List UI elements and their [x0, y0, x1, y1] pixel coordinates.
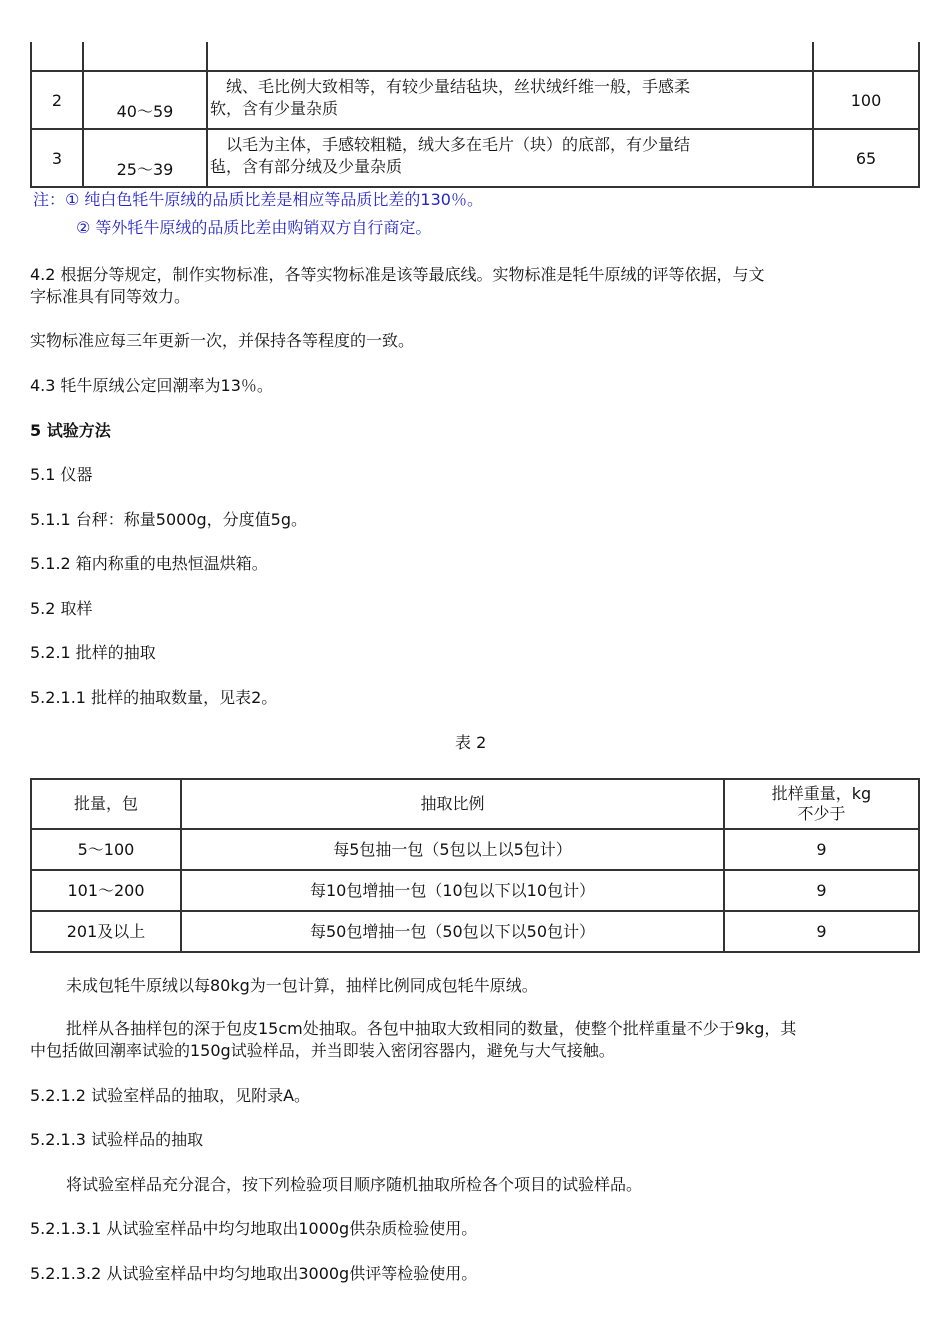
clause-5-2: 5.2 取样 [30, 599, 93, 618]
ratio-cell: 65 [855, 148, 877, 168]
score-cell: 40～59 [116, 101, 174, 121]
table-border [918, 42, 920, 188]
header-ratio: 抽取比例 [181, 779, 724, 829]
table-row [31, 911, 919, 952]
grade-table-continuation [30, 42, 920, 188]
description-line: 软，含有少量杂质 [210, 99, 339, 118]
table-note-1: 注：① 纯白色牦牛原绒的品质比差是相应等品质比差的130％。 [33, 190, 483, 209]
clause-4-2 [30, 264, 920, 308]
clause-5-2-1-1: 5.2.1.1 批样的抽取数量，见表2。 [30, 688, 278, 707]
table-row [31, 870, 919, 911]
batch-cell: 5～100 [31, 829, 181, 870]
score-cell: 25～39 [116, 159, 174, 179]
sampling-paragraph [30, 1018, 920, 1062]
paragraph-line: 4.2 根据分等规定，制作实物标准，各等实物标准是该等最底线。实物标准是牦牛原绒的评等依据，与文 [30, 265, 765, 284]
clause-5-2-1-3-2: 5.2.1.3.2 从试验室样品中均匀地取出3000g供评等检验使用。 [30, 1264, 478, 1283]
clause-4-3: 4.3 牦牛原绒公定回潮率为13％。 [30, 376, 273, 395]
clause-5-2-1-3-1: 5.2.1.3.1 从试验室样品中均匀地取出1000g供杂质检验使用。 [30, 1219, 478, 1238]
mix-paragraph: 将试验室样品充分混合，按下列检验项目顺序随机抽取所检各个项目的试验样品。 [66, 1175, 643, 1194]
table-header-row [31, 779, 919, 829]
ratio-cell: 每10包增抽一包（10包以下以10包计） [181, 870, 724, 911]
grade-cell: 3 [51, 148, 63, 168]
table-border [30, 128, 920, 130]
batch-cell: 101～200 [31, 870, 181, 911]
weight-cell: 9 [724, 870, 919, 911]
weight-cell: 9 [724, 911, 919, 952]
ratio-cell: 每50包增抽一包（50包以下以50包计） [181, 911, 724, 952]
header-batch: 批量，包 [31, 779, 181, 829]
description-line: 毡，含有部分绒及少量杂质 [210, 157, 403, 176]
paragraph-line: 批样从各抽样包的深于包皮15cm处抽取。各包中抽取大致相同的数量，使整个批样重量不少于9kg，其 [66, 1019, 797, 1038]
sampling-table [30, 778, 920, 953]
grade-cell: 2 [51, 90, 63, 110]
section-5-heading: 5 试验方法 [30, 421, 111, 440]
clause-4-2-extra: 实物标准应每三年更新一次，并保持各等程度的一致。 [30, 331, 415, 350]
weight-cell: 9 [724, 829, 919, 870]
description-cell [210, 76, 810, 120]
table-note-2: ② 等外牦牛原绒的品质比差由购销双方自行商定。 [76, 218, 432, 237]
table-border [206, 42, 208, 188]
ratio-cell: 每5包抽一包（5包以上以5包计） [181, 829, 724, 870]
description-cell [210, 134, 810, 178]
clause-5-2-1-2: 5.2.1.2 试验室样品的抽取，见附录A。 [30, 1086, 311, 1105]
table-border [30, 70, 920, 72]
description-line: 以毛为主体，手感较粗糙，绒大多在毛片（块）的底部，有少量结 [210, 135, 691, 154]
batch-cell: 201及以上 [31, 911, 181, 952]
clause-5-2-1: 5.2.1 批样的抽取 [30, 643, 156, 662]
header-weight-line: 不少于 [797, 804, 846, 823]
header-weight [724, 779, 919, 829]
table-border [30, 186, 920, 188]
table-row [31, 829, 919, 870]
clause-5-1-1: 5.1.1 台秤：称量5000g，分度值5g。 [30, 510, 308, 529]
header-weight-line: 批样重量，kg [771, 784, 872, 803]
paragraph-line: 中包括做回潮率试验的150g试验样品，并当即装入密闭容器内，避免与大气接触。 [30, 1041, 615, 1060]
paragraph-line: 字标准具有同等效力。 [30, 287, 191, 306]
clause-5-1-2: 5.1.2 箱内称重的电热恒温烘箱。 [30, 554, 268, 573]
unbaled-paragraph: 未成包牦牛原绒以每80kg为一包计算，抽样比例同成包牦牛原绒。 [66, 976, 538, 995]
table-2-caption: 表 2 [455, 733, 487, 752]
description-line: 绒、毛比例大致相等，有较少量结毡块，丝状绒纤维一般，手感柔 [210, 77, 691, 96]
clause-5-2-1-3: 5.2.1.3 试验样品的抽取 [30, 1130, 204, 1149]
clause-5-1: 5.1 仪器 [30, 465, 93, 484]
ratio-cell: 100 [850, 90, 882, 110]
